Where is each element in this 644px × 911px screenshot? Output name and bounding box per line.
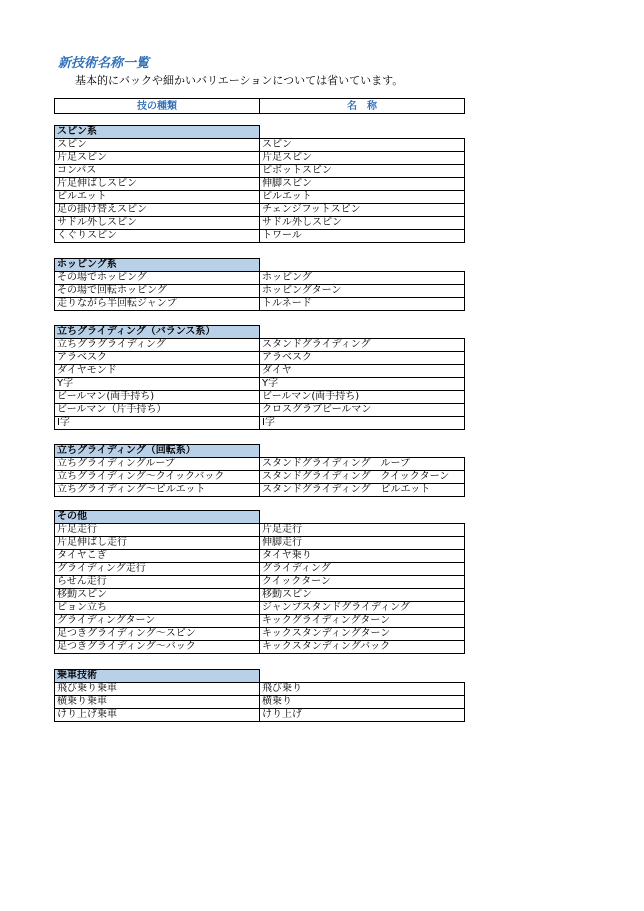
technique-name-cell: キックスタンディングターン	[260, 628, 465, 641]
technique-type-cell: 片足スピン	[55, 152, 260, 165]
technique-type-cell: グライディングターン	[55, 615, 260, 628]
section-table	[54, 510, 465, 654]
table-row	[55, 641, 465, 654]
table-row	[55, 550, 465, 563]
technique-name-cell: ホッピングターン	[260, 285, 465, 298]
table-row	[55, 615, 465, 628]
section-header-row	[55, 445, 465, 458]
technique-name-cell: スタンドグライディング	[260, 339, 465, 352]
table-row	[55, 458, 465, 471]
technique-type-cell: タイヤこぎ	[55, 550, 260, 563]
table-row	[55, 365, 465, 378]
technique-type-cell: 片足伸ばしスピン	[55, 178, 260, 191]
technique-name-cell: 片足走行	[260, 524, 465, 537]
column-header-row	[55, 99, 465, 114]
section-header-row	[55, 326, 465, 339]
technique-name-cell: けり上げ	[260, 709, 465, 722]
table-row	[55, 285, 465, 298]
table-row	[55, 139, 465, 152]
section-header-row	[55, 670, 465, 683]
technique-type-cell: 移動スピン	[55, 589, 260, 602]
technique-type-cell: I字	[55, 417, 260, 430]
technique-type-cell: けり上げ乗車	[55, 709, 260, 722]
table-row	[55, 404, 465, 417]
technique-name-cell: スタンドグライディング ピルエット	[260, 484, 465, 497]
column-header-table	[54, 98, 465, 114]
table-row	[55, 563, 465, 576]
technique-name-cell: タイヤ乗り	[260, 550, 465, 563]
technique-type-cell: 立ちグライディングループ	[55, 458, 260, 471]
table-row	[55, 683, 465, 696]
technique-type-cell: ピョン立ち	[55, 602, 260, 615]
technique-name-cell: I字	[260, 417, 465, 430]
column-header-name: 名 称	[260, 99, 465, 114]
table-row	[55, 602, 465, 615]
technique-name-cell: 伸脚走行	[260, 537, 465, 550]
table-row	[55, 230, 465, 243]
technique-type-cell: 立ちグライディング～クイックバック	[55, 471, 260, 484]
technique-name-cell: 伸脚スピン	[260, 178, 465, 191]
table-row	[55, 298, 465, 311]
technique-name-cell: チェンジフットスピン	[260, 204, 465, 217]
section-heading: ホッピング系	[55, 259, 260, 272]
section-table	[54, 258, 465, 311]
table-row	[55, 537, 465, 550]
technique-name-cell: クイックターン	[260, 576, 465, 589]
table-row	[55, 709, 465, 722]
section-heading-spacer	[260, 126, 465, 139]
technique-type-cell: くぐりスピン	[55, 230, 260, 243]
table-row	[55, 191, 465, 204]
section-heading: 乗車技術	[55, 670, 260, 683]
table-row	[55, 204, 465, 217]
technique-type-cell: その場で回転ホッピング	[55, 285, 260, 298]
table-row	[55, 589, 465, 602]
table-row	[55, 484, 465, 497]
column-header-technique-type: 技の種類	[55, 99, 260, 114]
section-table	[54, 444, 465, 497]
technique-type-cell: グライディング走行	[55, 563, 260, 576]
technique-name-cell: トワール	[260, 230, 465, 243]
technique-name-cell: 片足スピン	[260, 152, 465, 165]
technique-type-cell: ダイヤモンド	[55, 365, 260, 378]
technique-type-cell: 走りながら半回転ジャンプ	[55, 298, 260, 311]
technique-type-cell: 立ちグライディング～ピルエット	[55, 484, 260, 497]
section-header-row	[55, 511, 465, 524]
technique-name-cell: アラベスク	[260, 352, 465, 365]
table-row	[55, 152, 465, 165]
technique-type-cell: 立ちグラグライディング	[55, 339, 260, 352]
technique-name-cell: ピルエット	[260, 191, 465, 204]
section-heading-spacer	[260, 259, 465, 272]
technique-name-cell: グライディング	[260, 563, 465, 576]
table-row	[55, 339, 465, 352]
technique-type-cell: 片足走行	[55, 524, 260, 537]
page-title: 新技術名称一覧	[58, 56, 150, 71]
technique-name-cell: Y字	[260, 378, 465, 391]
technique-type-cell: 横乗り乗車	[55, 696, 260, 709]
technique-name-cell: キックスタンディングバック	[260, 641, 465, 654]
technique-name-cell: サドル外しスピン	[260, 217, 465, 230]
technique-name-cell: トルネード	[260, 298, 465, 311]
table-row	[55, 165, 465, 178]
technique-name-cell: 横乗り	[260, 696, 465, 709]
technique-type-cell: スピン	[55, 139, 260, 152]
section-heading-spacer	[260, 326, 465, 339]
technique-type-cell: 片足伸ばし走行	[55, 537, 260, 550]
technique-name-cell: クロスグラブビールマン	[260, 404, 465, 417]
section-table	[54, 125, 465, 243]
technique-name-cell: ジャンプスタンドグライディング	[260, 602, 465, 615]
table-row	[55, 628, 465, 641]
technique-name-cell: スピン	[260, 139, 465, 152]
page-subtitle: 基本的にバックや細かいバリエーションについては省いています。	[75, 74, 404, 87]
table-row	[55, 696, 465, 709]
technique-type-cell: ピルエット	[55, 191, 260, 204]
section-header-row	[55, 126, 465, 139]
section-heading-spacer	[260, 511, 465, 524]
table-row	[55, 272, 465, 285]
section-heading: 立ちグライディング（回転系）	[55, 445, 260, 458]
technique-name-cell: スタンドグライディング クイックターン	[260, 471, 465, 484]
technique-type-cell: その場でホッピング	[55, 272, 260, 285]
section-heading-spacer	[260, 445, 465, 458]
technique-name-cell: ビールマン(両手持ち)	[260, 391, 465, 404]
table-row	[55, 576, 465, 589]
technique-name-cell: スタンドグライディング ループ	[260, 458, 465, 471]
technique-type-cell: らせん走行	[55, 576, 260, 589]
section-header-row	[55, 259, 465, 272]
technique-type-cell: サドル外しスピン	[55, 217, 260, 230]
technique-type-cell: 足つきグライディング～バック	[55, 641, 260, 654]
section-heading: その他	[55, 511, 260, 524]
technique-name-cell: ダイヤ	[260, 365, 465, 378]
technique-type-cell: 足つきグライディング～スピン	[55, 628, 260, 641]
table-row	[55, 471, 465, 484]
technique-name-cell: ピボットスピン	[260, 165, 465, 178]
table-row	[55, 417, 465, 430]
table-row	[55, 378, 465, 391]
section-heading: スピン系	[55, 126, 260, 139]
section-heading-spacer	[260, 670, 465, 683]
technique-type-cell: ビールマン(両手持ち)	[55, 391, 260, 404]
technique-name-cell: ホッピング	[260, 272, 465, 285]
table-row	[55, 352, 465, 365]
table-row	[55, 391, 465, 404]
table-row	[55, 217, 465, 230]
technique-name-cell: 飛び乗り	[260, 683, 465, 696]
section-table	[54, 669, 465, 722]
technique-type-cell: 飛び乗り乗車	[55, 683, 260, 696]
technique-type-cell: アラベスク	[55, 352, 260, 365]
technique-type-cell: Y字	[55, 378, 260, 391]
table-row	[55, 524, 465, 537]
technique-name-cell: キックグライディングターン	[260, 615, 465, 628]
section-table	[54, 325, 465, 430]
technique-name-cell: 移動スピン	[260, 589, 465, 602]
technique-type-cell: 足の掛け替えスピン	[55, 204, 260, 217]
technique-type-cell: コンパス	[55, 165, 260, 178]
technique-type-cell: ビールマン（片手持ち）	[55, 404, 260, 417]
table-row	[55, 178, 465, 191]
section-heading: 立ちグライディング（バランス系）	[55, 326, 260, 339]
